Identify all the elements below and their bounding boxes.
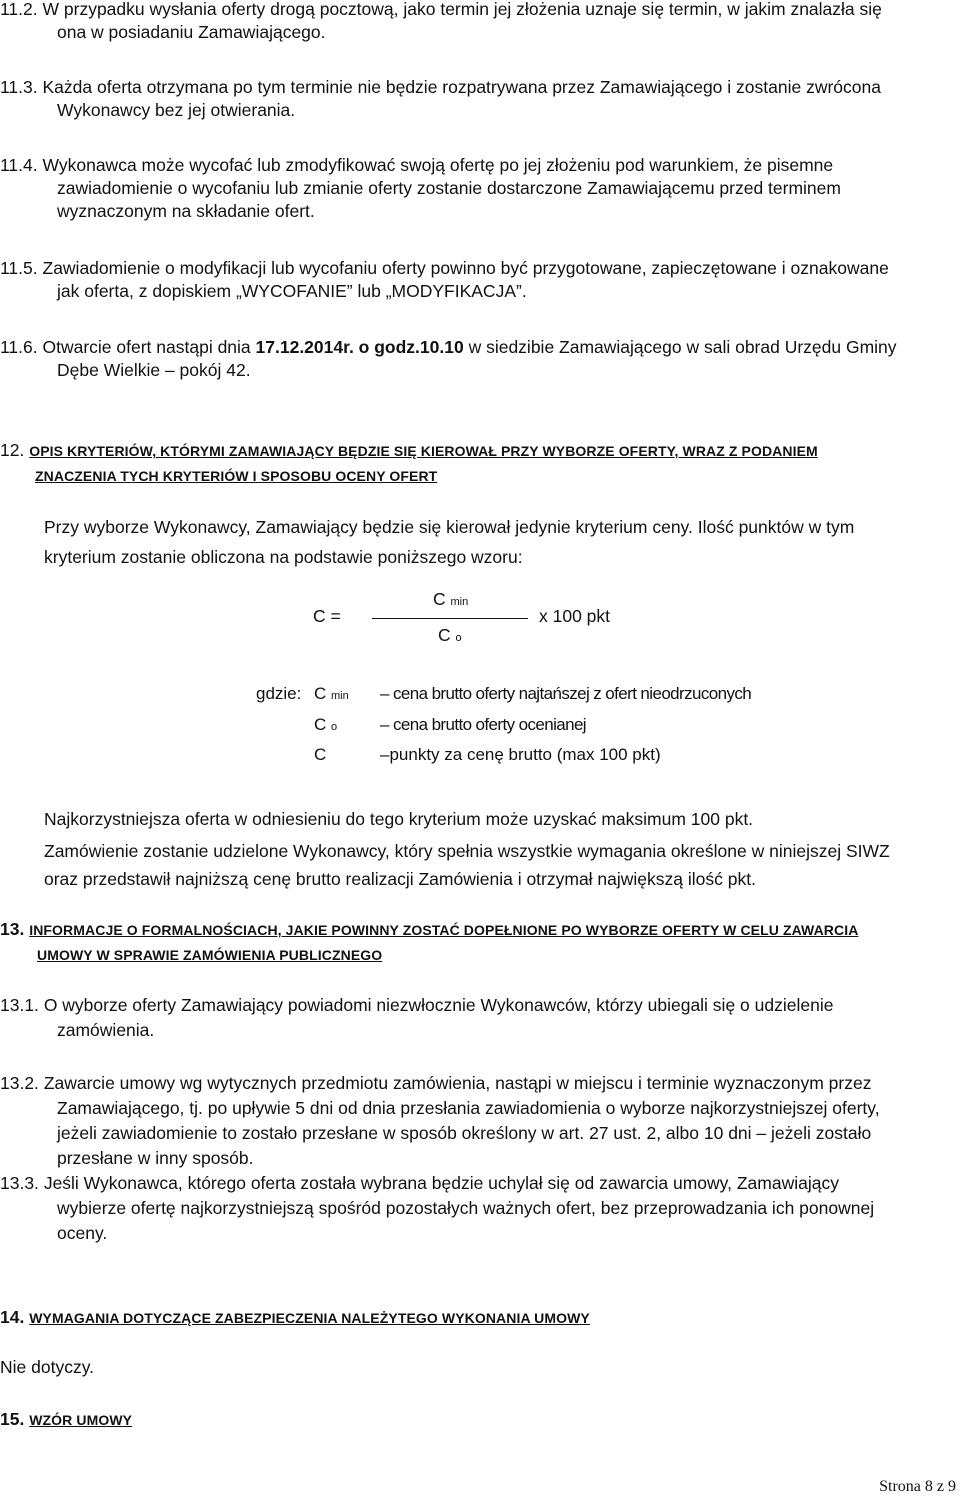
paragraph-text: O wyborze oferty Zamawiający powiadomi niezwłocznie Wykonawców, którzy ubiegali się o udzielenie [43, 995, 834, 1015]
section-14-heading [0, 1305, 958, 1330]
paragraph-text: wybierze ofertę najkorzystniejszą spośród pozostałych ważnych ofert, bez przeprowadzania ich ponownej [57, 1198, 875, 1218]
section-number: 12. [0, 440, 25, 460]
legend-description: – cena brutto oferty ocenianej [380, 715, 586, 734]
section-title: INFORMACJE O FORMALNOŚCIACH, JAKIE POWINNY ZOSTAĆ DOPEŁNIONE PO WYBORZE OFERTY W CELU ZAWARCIA [29, 922, 859, 938]
paragraph-text: Zawarcie umowy wg wytycznych przedmiotu zamówienia, nastąpi w miejscu i terminie wyznaczonym przez [43, 1073, 872, 1093]
paragraph-text: przesłane w inny sposób. [57, 1148, 254, 1168]
paragraph-number: 11.4. [0, 155, 38, 175]
legend-symbol: C [314, 745, 327, 764]
legend-description: – cena brutto oferty najtańszej z ofert nieodrzuconych [380, 684, 752, 703]
paragraph-number: 11.6. [0, 337, 38, 357]
section-12-heading [0, 438, 958, 488]
legend-where: gdzie: [256, 684, 302, 703]
paragraph-number: 11.3. [0, 77, 38, 97]
paragraph-text: Wykonawcy bez jej otwierania. [57, 100, 296, 120]
section-number: 15. [0, 1409, 25, 1429]
opening-date: 17.12.2014r. o godz.10.10 [255, 337, 464, 357]
paragraph-text: jeżeli zawiadomienie to zostało przesłane w sposób określony w art. 27 ust. 2, albo 10 dni – jeżeli zostało [57, 1123, 872, 1143]
paragraph-text: W przypadku wysłania oferty drogą pocztową, jako termin jej złożenia uznaje się termin, w jakim znalazła się [42, 0, 882, 19]
paragraph-text: Dębe Wielkie – pokój 42. [57, 360, 251, 380]
paragraph-11-4 [0, 154, 958, 223]
section-12-intro: Przy wyborze Wykonawcy, Zamawiający będzie się kierował jedynie kryterium ceny. Ilość punktów w tym kryterium zostanie obliczona na podstawie poniższego wzoru: [44, 517, 855, 567]
legend-description: –punkty za cenę brutto (max 100 pkt) [380, 745, 661, 764]
paragraph-text: Zamawiającego, tj. po upływie 5 dni od dnia przesłania zawiadomienia o wyborze najkorzystniejszej oferty, [57, 1098, 880, 1118]
formula-numerator: C min [433, 589, 469, 609]
section-12-note: Najkorzystniejsza oferta w odniesieniu do tego kryterium może uzyskać maksimum 100 pkt. [44, 809, 754, 829]
legend-symbol: C min [314, 684, 349, 703]
fraction-bar [372, 618, 528, 619]
paragraph-11-2 [0, 0, 958, 44]
formula-lhs: C = [313, 606, 341, 626]
paragraph-number: 11.5. [0, 258, 38, 278]
section-number: 14. [0, 1307, 25, 1327]
section-13-heading [0, 917, 958, 967]
paragraph-text: zamówienia. [57, 1020, 155, 1040]
section-title: WYMAGANIA DOTYCZĄCE ZABEZPIECZENIA NALEŻYTEGO WYKONANIA UMOWY [29, 1310, 590, 1326]
section-number: 13. [0, 919, 25, 939]
section-title: UMOWY W SPRAWIE ZAMÓWIENIA PUBLICZNEGO [37, 947, 383, 963]
paragraph-number: 11.2. [0, 0, 38, 19]
section-12-award: Zamówienie zostanie udzielone Wykonawcy, który spełnia wszystkie wymagania określone w niniejszej SIWZ oraz przedstawił najniższą cenę brutto realizacji Zamówienia i otrzymał największą ilość pkt. [44, 841, 890, 889]
paragraph-number: 13.2. [0, 1073, 39, 1093]
paragraph-text: Każda oferta otrzymana po tym terminie nie będzie rozpatrywana przez Zamawiającego i zostanie zwrócona [42, 77, 881, 97]
paragraph-text: Wykonawca może wycofać lub zmodyfikować swoją ofertę po jej złożeniu pod warunkiem, że pisemne [42, 155, 834, 175]
paragraph-text: ona w posiadaniu Zamawiającego. [57, 22, 326, 42]
paragraph-text: Zawiadomienie o modyfikacji lub wycofaniu oferty powinno być przygotowane, zapieczętowane i oznakowane [42, 258, 889, 278]
section-title: OPIS KRYTERIÓW, KTÓRYMI ZAMAWIAJĄCY BĘDZIE SIĘ KIEROWAŁ PRZY WYBORZE OFERTY, WRAZ Z PODANIEM [29, 443, 818, 459]
paragraph-number: 13.1. [0, 995, 39, 1015]
formula-rhs: x 100 pkt [539, 606, 611, 626]
paragraph-13-2 [0, 1071, 958, 1171]
legend-symbol: C o [314, 715, 338, 734]
paragraph-number: 13.3. [0, 1173, 39, 1193]
section-title: ZNACZENIA TYCH KRYTERIÓW I SPOSOBU OCENY OFERT [35, 468, 438, 484]
formula-denominator: C o [438, 625, 462, 645]
section-15-heading [0, 1407, 958, 1432]
paragraph-13-1 [0, 993, 958, 1043]
section-title: WZÓR UMOWY [29, 1412, 133, 1428]
page-number: Strona 8 z 9 [879, 1478, 956, 1495]
paragraph-11-5 [0, 257, 958, 303]
paragraph-11-6: 11.6. Otwarcie ofert nastąpi dnia 17.12.2014r. o godz.10.10 w siedzibie Zamawiającego w sali obrad Urzędu Gminy Dębe Wielkie – pokój 42. [0, 336, 958, 382]
paragraph-text: wyznaczonym na składanie ofert. [57, 201, 315, 221]
paragraph-text: zawiadomienie o wycofaniu lub zmianie oferty zostanie dostarczone Zamawiającemu przed terminem [57, 178, 841, 198]
section-14-body: Nie dotyczy. [0, 1357, 95, 1377]
paragraph-text: Jeśli Wykonawca, którego oferta została wybrana będzie uchylał się od zawarcia umowy, Zamawiający [43, 1173, 839, 1193]
paragraph-text: oceny. [57, 1223, 108, 1243]
paragraph-13-3 [0, 1171, 958, 1246]
paragraph-11-3 [0, 76, 958, 122]
paragraph-text: jak oferta, z dopiskiem „WYCOFANIE” lub „MODYFIKACJA”. [57, 281, 527, 301]
